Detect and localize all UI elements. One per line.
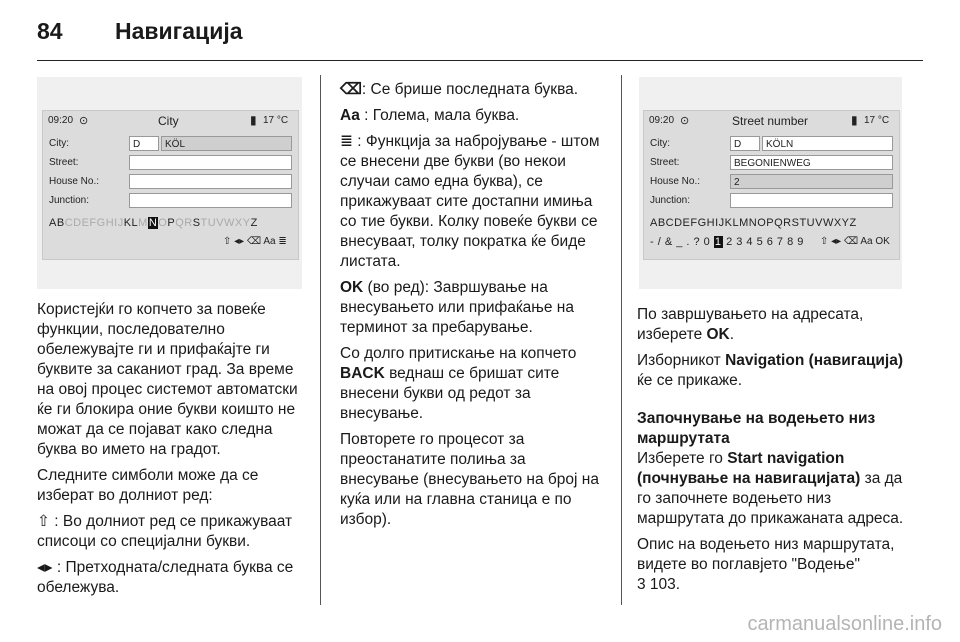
page-number: 84	[37, 18, 63, 44]
navigation-icon: ⊙	[680, 115, 690, 127]
text: .	[729, 326, 735, 343]
arrows-description: : Претходната/следната буква се обележува.	[37, 559, 294, 596]
house-row	[49, 174, 292, 190]
arrows-icon: ◂▸	[37, 559, 53, 576]
paragraph	[637, 351, 907, 391]
paragraph: Следните симболи може да се изберат во долниот ред:	[37, 467, 259, 504]
case-icon: Aa	[340, 107, 360, 124]
watermark: carmanualsonline.info	[747, 613, 942, 635]
letter-s[interactable]: S	[192, 217, 201, 229]
text: Изберете го	[637, 450, 728, 467]
junction-field[interactable]	[730, 193, 893, 208]
status-bar	[644, 111, 899, 131]
ok-key: OK	[706, 326, 730, 343]
selected-letter[interactable]: N	[148, 217, 158, 229]
paragraph	[340, 106, 608, 126]
backspace-description: : Се брише последната буква.	[361, 81, 579, 98]
house-field[interactable]: 2	[730, 174, 893, 189]
navigation-icon: ⊙	[79, 115, 89, 127]
junction-row	[650, 193, 893, 209]
screen-title: Street number	[732, 114, 809, 128]
junction-field[interactable]	[129, 193, 292, 208]
paragraph	[637, 305, 907, 345]
shift-description: : Во долниот ред се прикажуваат списоци со специјални букви.	[37, 513, 293, 550]
paragraph	[637, 449, 907, 529]
street-row	[49, 155, 292, 171]
text: веднаш се бришат сите внесени букви од редот за внесување.	[340, 365, 560, 422]
digit-keys[interactable]: 2 3 4 5 6 7 8 9	[726, 236, 804, 248]
text: Изборникот	[637, 352, 726, 369]
page-ref-icon: 3	[637, 576, 646, 593]
screen-title: City	[158, 114, 179, 128]
letters-disabled: CDEFGHIJ	[64, 217, 124, 229]
paragraph	[37, 512, 309, 552]
menu-name: Navigation (навигација)	[725, 352, 904, 369]
letters-kl[interactable]: KL	[123, 217, 139, 229]
clock: 09:20	[649, 115, 675, 126]
country-field[interactable]: D	[129, 136, 159, 151]
letter-m-disabled: M	[138, 217, 148, 229]
phone-icon: ▮	[250, 113, 257, 127]
city-label: City:	[49, 138, 69, 149]
ok-description: (во ред): Завршување на внесувањето или прифаќање на терминот за пребарување.	[340, 279, 574, 336]
control-keys[interactable]: ⇧ ◂▸ ⌫ Aa ≣	[223, 236, 287, 247]
shift-icon: ⇧	[37, 513, 50, 530]
temperature: 17 °C	[263, 115, 289, 126]
back-key: BACK	[340, 365, 385, 382]
letter-p[interactable]: P	[167, 217, 176, 229]
city-field[interactable]: KÖLN	[762, 136, 893, 151]
column-divider-2	[621, 75, 622, 605]
symbol-keys[interactable]: - / & _ . ? 0	[650, 236, 711, 248]
selected-digit[interactable]: 1	[714, 236, 722, 248]
letters-qr-disabled: QR	[175, 217, 193, 229]
list-icon: ≣	[340, 133, 353, 150]
street-field[interactable]	[129, 155, 292, 170]
city-field[interactable]: KÖL	[161, 136, 292, 151]
phone-icon: ▮	[851, 113, 858, 127]
city-row	[49, 136, 292, 152]
city-label: City:	[650, 138, 670, 149]
paragraph	[340, 80, 608, 100]
paragraph	[37, 558, 309, 598]
ok-key: OK	[340, 279, 364, 296]
nav-screen-2	[643, 110, 900, 260]
nav-screen-1	[42, 110, 299, 260]
junction-row	[49, 193, 292, 209]
street-field[interactable]: BEGONIENWEG	[730, 155, 893, 170]
temperature: 17 °C	[864, 115, 890, 126]
column-2	[340, 80, 608, 536]
house-label: House No.:	[650, 176, 701, 187]
page-reference	[637, 575, 907, 595]
paragraph	[340, 132, 608, 272]
paragraph	[340, 278, 608, 338]
control-keys[interactable]: ⇧ ◂▸ ⌫ Aa OK	[820, 236, 890, 247]
text: за да го започнете водењето низ маршрутата до прикажаната адреса.	[637, 470, 904, 527]
list-description: : Функција за набројување - штом се внесени две букви (во некои случаи само една буква), се прикажуваат сите достапни имиња со тие букви. Колку повеќе букви се внесуваат, толку пократка ќе биде листата.	[340, 133, 600, 270]
case-description: : Голема, мала буква.	[359, 107, 520, 124]
paragraph: Опис на водењето низ маршрутата, видете во поглавјето "Водење"	[637, 536, 895, 573]
house-field[interactable]	[129, 174, 292, 189]
text: По завршувањето на адресата, изберете	[637, 306, 864, 343]
alphabet-row[interactable]	[49, 217, 258, 229]
city-row	[650, 136, 893, 152]
page-ref-number: 103.	[645, 576, 681, 593]
header-rule	[37, 60, 923, 61]
status-bar	[43, 111, 298, 131]
letters-ab[interactable]: AB	[49, 217, 65, 229]
letter-z[interactable]: Z	[250, 217, 258, 229]
paragraph	[340, 344, 608, 424]
column-divider-1	[320, 75, 321, 605]
house-row	[650, 174, 893, 190]
text: ќе се прикаже.	[637, 372, 743, 389]
country-field[interactable]: D	[730, 136, 760, 151]
column-3	[637, 305, 907, 601]
screen-figure-2	[639, 77, 902, 289]
junction-label: Junction:	[49, 195, 90, 206]
paragraph: Повторете го процесот за преостанатите полиња за внесување (внесувањето на број на куќа или на главна станица е по избор).	[340, 431, 599, 528]
section-heading: Започнување на водењето низ маршрутата	[637, 410, 876, 447]
house-label: House No.:	[49, 176, 100, 187]
clock: 09:20	[48, 115, 74, 126]
page-title: Навигација	[115, 18, 243, 44]
text: Со долго притискање на копчето	[340, 345, 577, 362]
page-header	[37, 18, 243, 45]
backspace-icon: ⌫	[340, 81, 362, 98]
junction-label: Junction:	[650, 195, 691, 206]
paragraph: Користејќи го копчето за повеќе функции, последователно обележувајте ги и прифаќајте ги буквите за саканиот град. За време на овој процес системот автоматски ќе ги блокира оние букви коишто не можат да се појават како следна буква во името на градот.	[37, 301, 298, 458]
letter-o-disabled: O	[158, 217, 168, 229]
column-1	[37, 300, 309, 604]
street-label: Street:	[49, 157, 79, 168]
street-label: Street:	[650, 157, 680, 168]
digit-row[interactable]	[650, 236, 804, 248]
alphabet-row[interactable]: ABCDEFGHIJKLMNOPQRSTUVWXYZ	[650, 217, 857, 229]
letters-tuvwxy-disabled: TUVWXY	[200, 217, 251, 229]
menu-name: Start navigation (почнување на навигацијата)	[637, 450, 861, 487]
screen-figure-1	[37, 77, 302, 289]
street-row	[650, 155, 893, 171]
